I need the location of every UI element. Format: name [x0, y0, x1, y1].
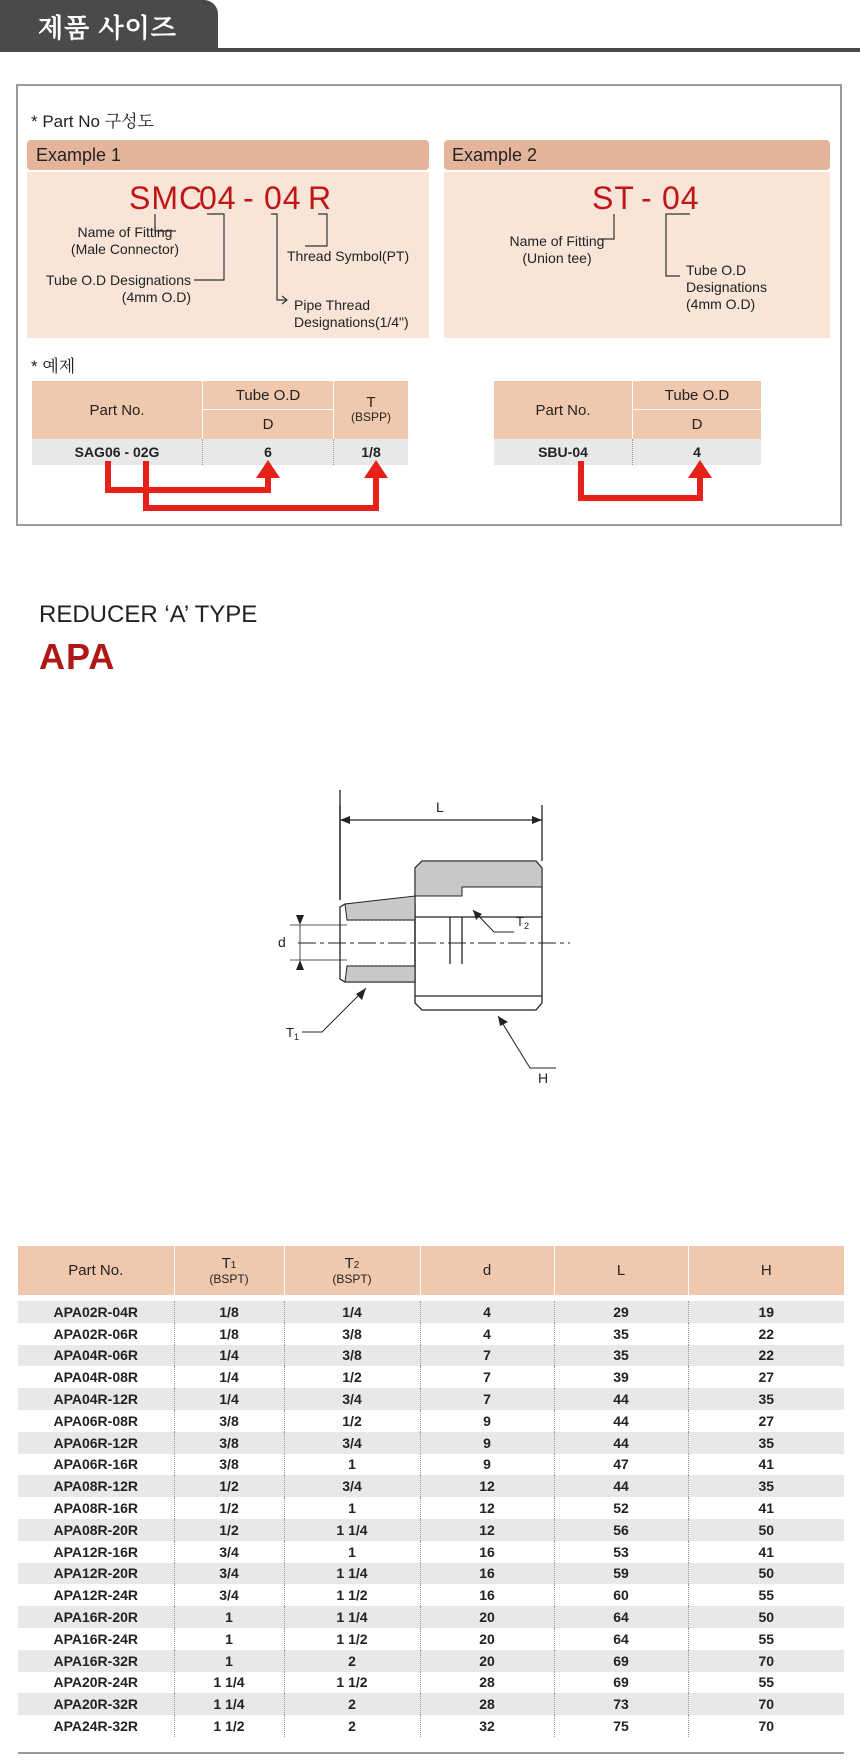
table-row — [18, 1497, 844, 1519]
cell-d: 7 — [420, 1345, 554, 1367]
cell-t2: 1 1/2 — [284, 1584, 420, 1606]
ex1-code-pipe: 04 — [264, 180, 302, 216]
cell-part-no: APA02R-04R — [18, 1301, 174, 1323]
table-row — [18, 1454, 844, 1476]
table-row — [18, 1410, 844, 1432]
col-header-h: H — [688, 1246, 844, 1295]
table-row — [18, 1323, 844, 1345]
cell-l: 69 — [554, 1672, 688, 1694]
apa-spec-table — [18, 1246, 844, 1737]
cell-t2: 3/8 — [284, 1345, 420, 1367]
cell-t1: 1/4 — [174, 1366, 284, 1388]
cell-h: 27 — [758, 1412, 775, 1429]
table-row — [18, 1628, 844, 1650]
cell-part-no: APA20R-24R — [18, 1672, 174, 1694]
ex-table2-d-header: D — [633, 410, 762, 440]
cell-part-no: APA16R-24R — [18, 1628, 174, 1650]
cell-h: 50 — [688, 1563, 844, 1585]
cell-l: 64 — [554, 1628, 688, 1650]
cell-l: 44 — [554, 1410, 688, 1432]
ex2-code-tube: 04 — [662, 180, 700, 216]
cell-l: 44 — [554, 1388, 688, 1410]
cell-t2: 1 1/2 — [284, 1672, 420, 1694]
col-header-l: L — [554, 1246, 688, 1295]
cell-l: 52 — [554, 1497, 688, 1519]
cell-part-no: APA12R-16R — [18, 1541, 174, 1563]
cell-l: 44 — [554, 1475, 688, 1497]
col-header-d: d — [420, 1246, 554, 1295]
cell-l: 75 — [554, 1715, 688, 1737]
cell-h: 41 — [758, 1543, 775, 1560]
cell-d: 32 — [420, 1715, 554, 1737]
cell-d: 28 — [420, 1693, 554, 1715]
ex-table1-t-cell: 1/8 — [334, 439, 408, 465]
cell-part-no: APA08R-20R — [18, 1519, 174, 1541]
cell-h: 35 — [688, 1432, 844, 1454]
cell-t1: 1/8 — [174, 1323, 284, 1345]
ex1-code-thread: R — [308, 180, 333, 216]
cell-d: 12 — [420, 1497, 554, 1519]
dim-label-d: d — [278, 934, 286, 950]
cell-t2: 1 1/4 — [284, 1606, 420, 1628]
cell-t2: 1 — [284, 1454, 420, 1476]
cell-part-no: APA06R-08R — [18, 1410, 174, 1432]
cell-t2: 1 — [284, 1497, 420, 1519]
example-section-title: * 예제 — [31, 357, 76, 376]
cell-part-no: APA16R-20R — [18, 1606, 174, 1628]
col-header-t1: T1 (BSPT) — [174, 1246, 284, 1295]
cell-d: 9 — [420, 1432, 554, 1454]
cell-t2: 1/2 — [284, 1410, 420, 1432]
cell-t2: 1 — [284, 1541, 420, 1563]
table-row — [18, 1366, 844, 1388]
reducer-technical-drawing — [270, 790, 590, 1110]
cell-t2: 2 — [284, 1715, 420, 1737]
col-header-part-no: Part No. — [18, 1246, 174, 1295]
cell-t2: 1 1/2 — [284, 1628, 420, 1650]
cell-h: 22 — [688, 1345, 844, 1367]
cell-t1: 1 — [174, 1650, 284, 1672]
cell-t2: 3/4 — [284, 1388, 420, 1410]
ex1-note-pipe-thread: Pipe Thread Designations(1/4") — [294, 297, 409, 330]
cell-d: 28 — [420, 1672, 554, 1694]
example1-label: Example 1 — [36, 145, 122, 165]
cell-t2: 3/4 — [284, 1475, 420, 1497]
cell-h: 41 — [758, 1500, 775, 1517]
cell-part-no: APA02R-06R — [18, 1323, 174, 1345]
cell-d: 9 — [420, 1454, 554, 1476]
cell-d: 16 — [420, 1563, 554, 1585]
ex1-note-name-of-fitting: Name of Fitting (Male Connector) — [70, 224, 180, 257]
cell-l: 60 — [554, 1584, 688, 1606]
cell-t1: 3/4 — [174, 1584, 284, 1606]
cell-l: 53 — [554, 1541, 688, 1563]
cell-t1: 1/2 — [174, 1497, 284, 1519]
cell-part-no: APA04R-06R — [18, 1345, 174, 1367]
ex-table1-partno-header: Part No. — [32, 381, 203, 439]
cell-t1: 1/4 — [174, 1388, 284, 1410]
ex-table1-tubeod-header: Tube O.D — [203, 381, 334, 410]
cell-l: 39 — [554, 1366, 688, 1388]
cell-t1: 1 — [174, 1628, 284, 1650]
cell-h: 70 — [758, 1718, 775, 1735]
cell-t1: 1 1/4 — [174, 1672, 284, 1694]
cell-d: 20 — [420, 1628, 554, 1650]
ex-table1-d-cell: 6 — [203, 439, 334, 465]
table-row — [18, 1606, 844, 1628]
ex-table1-partno-cell: SAG06 - 02G — [32, 439, 203, 465]
cell-d: 7 — [420, 1366, 554, 1388]
cell-t2: 1 1/4 — [284, 1519, 420, 1541]
cell-d: 20 — [420, 1650, 554, 1672]
cell-h: 19 — [688, 1301, 844, 1323]
cell-h: 50 — [688, 1519, 844, 1541]
table-row — [18, 1563, 844, 1585]
cell-t2: 2 — [284, 1650, 420, 1672]
cell-part-no: APA06R-12R — [18, 1432, 174, 1454]
cell-d: 16 — [420, 1584, 554, 1606]
ex1-code-dash: - — [243, 180, 255, 216]
ex2-code-dash: - — [641, 180, 653, 216]
cell-l: 47 — [554, 1454, 688, 1476]
cell-h: 27 — [758, 1369, 775, 1386]
part-no-title: * Part No 구성도 — [31, 112, 154, 131]
dim-label-T2: $T_2$ — [516, 914, 529, 931]
cell-part-no: APA04R-08R — [18, 1366, 174, 1388]
product-subtitle: REDUCER ‘A’ TYPE — [39, 601, 258, 628]
cell-t1: 3/4 — [174, 1563, 284, 1585]
cell-part-no: APA12R-24R — [18, 1584, 174, 1606]
cell-d: 9 — [420, 1410, 554, 1432]
cell-t2: 1/4 — [284, 1301, 420, 1323]
cell-part-no: APA16R-32R — [18, 1650, 174, 1672]
cell-t2: 2 — [284, 1693, 420, 1715]
cell-h: 55 — [758, 1587, 775, 1604]
cell-d: 4 — [420, 1301, 554, 1323]
cell-h: 55 — [758, 1674, 775, 1691]
table-row — [18, 1693, 844, 1715]
table-row — [18, 1345, 844, 1367]
cell-t1: 3/4 — [174, 1541, 284, 1563]
cell-d: 7 — [420, 1388, 554, 1410]
cell-h: 70 — [688, 1650, 844, 1672]
cell-h: 70 — [688, 1693, 844, 1715]
cell-part-no: APA20R-32R — [18, 1693, 174, 1715]
table-row — [18, 1388, 844, 1410]
table-row — [18, 1432, 844, 1454]
table-row — [18, 1301, 844, 1323]
ex1-note-thread-symbol: Thread Symbol(PT) — [287, 248, 410, 264]
cell-l: 64 — [554, 1606, 688, 1628]
cell-d: 16 — [420, 1541, 554, 1563]
ex1-note-tube-od: Tube O.D Designations (4mm O.D) — [46, 272, 191, 305]
product-title: APA — [39, 636, 116, 677]
cell-part-no: APA12R-20R — [18, 1563, 174, 1585]
table-row — [18, 1584, 844, 1606]
table-bottom-rule — [18, 1752, 844, 1754]
table-row — [18, 1541, 844, 1563]
cell-l: 59 — [554, 1563, 688, 1585]
ex-table1-d-header: D — [203, 410, 334, 440]
cell-t1: 1 1/4 — [174, 1693, 284, 1715]
cell-part-no: APA08R-16R — [18, 1497, 174, 1519]
cell-part-no: APA06R-16R — [18, 1454, 174, 1476]
cell-t2: 1/2 — [284, 1366, 420, 1388]
cell-l: 29 — [554, 1301, 688, 1323]
ex-table2-d-cell: 4 — [633, 439, 762, 465]
table-row — [18, 1650, 844, 1672]
table-row — [18, 1672, 844, 1694]
ex2-code-prefix: ST — [592, 180, 635, 216]
table-row — [18, 1475, 844, 1497]
cell-part-no: APA04R-12R — [18, 1388, 174, 1410]
cell-l: 73 — [554, 1693, 688, 1715]
example-red-arrows — [0, 0, 860, 540]
cell-t1: 3/8 — [174, 1410, 284, 1432]
cell-t1: 3/8 — [174, 1432, 284, 1454]
cell-h: 41 — [758, 1456, 775, 1473]
ex2-note-tube-od: Tube O.D Designations (4mm O.D) — [686, 262, 767, 312]
cell-l: 56 — [554, 1519, 688, 1541]
ex-table2-partno-header: Part No. — [494, 381, 633, 439]
ex1-code-prefix: SMC — [129, 180, 204, 216]
cell-t2: 1 1/4 — [284, 1563, 420, 1585]
cell-h: 22 — [758, 1325, 775, 1342]
cell-part-no: APA24R-32R — [18, 1715, 174, 1737]
col-header-t2: T2 (BSPT) — [284, 1246, 420, 1295]
ex-table2-partno-cell: SBU-04 — [494, 439, 633, 465]
dim-label-H: H — [538, 1070, 549, 1086]
cell-h: 35 — [688, 1475, 844, 1497]
example2-label: Example 2 — [452, 145, 538, 165]
cell-t1: 1/4 — [174, 1345, 284, 1367]
cell-d: 12 — [420, 1519, 554, 1541]
cell-l: 44 — [554, 1432, 688, 1454]
cell-l: 35 — [554, 1323, 688, 1345]
cell-l: 35 — [554, 1345, 688, 1367]
cell-t1: 3/8 — [174, 1454, 284, 1476]
cell-t2: 3/4 — [284, 1432, 420, 1454]
cell-d: 12 — [420, 1475, 554, 1497]
cell-d: 4 — [420, 1323, 554, 1345]
cell-part-no: APA08R-12R — [18, 1475, 174, 1497]
cell-t1: 1 1/2 — [174, 1715, 284, 1737]
table-row — [18, 1715, 844, 1737]
cell-t2: 3/8 — [284, 1323, 420, 1345]
cell-t1: 1/2 — [174, 1475, 284, 1497]
cell-t1: 1/2 — [174, 1519, 284, 1541]
table-header-row — [18, 1246, 844, 1295]
ex1-code-tube: 04 — [199, 180, 237, 216]
ex-table1-t-header: T (BSPP) — [334, 381, 408, 439]
cell-h: 50 — [688, 1606, 844, 1628]
cell-h: 55 — [758, 1630, 775, 1647]
dim-label-L: L — [436, 799, 444, 815]
dim-label-T1: $T_1$ — [286, 1025, 299, 1042]
cell-h: 35 — [688, 1388, 844, 1410]
ex-table2-tubeod-header: Tube O.D — [633, 381, 762, 410]
section-title: 제품 사이즈 — [38, 13, 177, 43]
ex2-note-name-of-fitting: Name of Fitting (Union tee) — [509, 233, 605, 266]
cell-t1: 1 — [174, 1606, 284, 1628]
cell-l: 69 — [554, 1650, 688, 1672]
cell-d: 20 — [420, 1606, 554, 1628]
cell-t1: 1/8 — [174, 1301, 284, 1323]
table-row — [18, 1519, 844, 1541]
